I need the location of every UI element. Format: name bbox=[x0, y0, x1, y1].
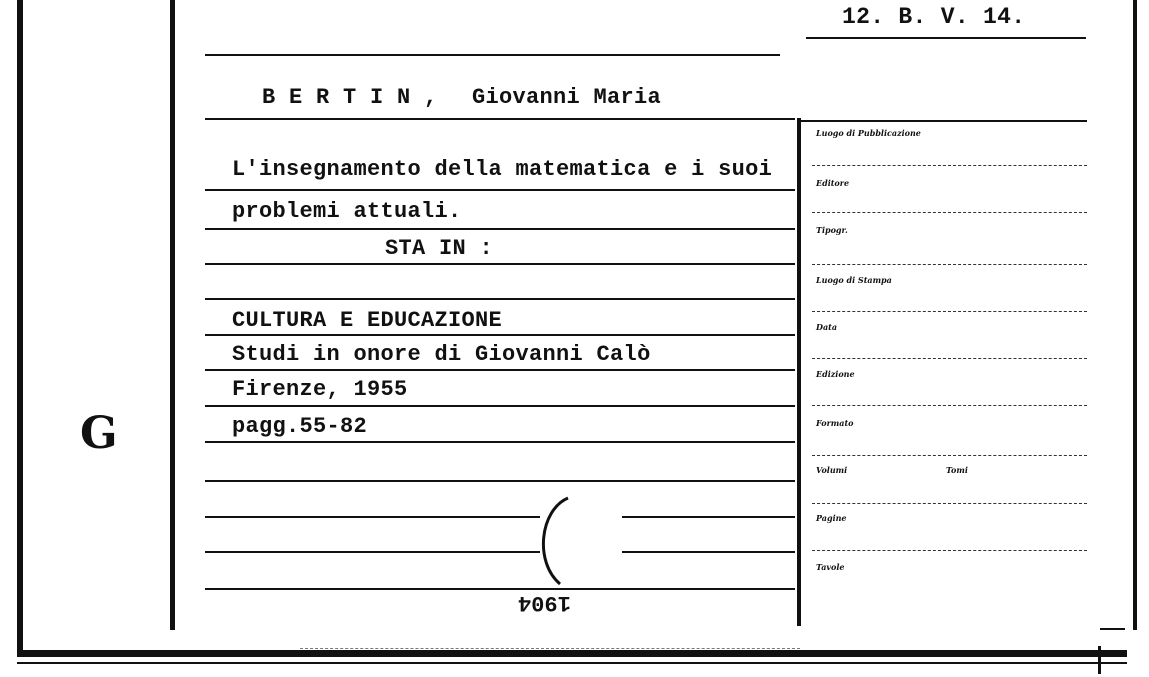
form-field-line bbox=[812, 212, 1087, 213]
ruled-line bbox=[205, 189, 795, 191]
source-pages: pagg.55-82 bbox=[232, 414, 368, 439]
form-field-pagine: Pagine bbox=[816, 513, 847, 523]
form-field-formato: Formato bbox=[816, 418, 854, 428]
source-place-year: Firenze, 1955 bbox=[232, 377, 408, 402]
form-field-line bbox=[812, 550, 1087, 551]
form-field-line bbox=[812, 405, 1087, 406]
ruled-line bbox=[205, 405, 795, 407]
ruled-line bbox=[205, 228, 795, 230]
form-field-line bbox=[812, 264, 1087, 265]
form-field-tipografia: Tipogr. bbox=[816, 225, 848, 235]
bottom-scan-edge bbox=[17, 650, 1127, 657]
ruled-line bbox=[205, 298, 795, 300]
form-field-line bbox=[812, 358, 1087, 359]
form-panel-border bbox=[797, 118, 801, 626]
source-subtitle: Studi in onore di Giovanni Calò bbox=[232, 342, 651, 367]
title-line-1: L'insegnamento della matematica e i suoi bbox=[232, 157, 773, 182]
shelfmark-underline bbox=[806, 37, 1086, 39]
form-field-line bbox=[812, 311, 1087, 312]
sta-in-label: STA IN : bbox=[385, 236, 494, 261]
ruled-line bbox=[205, 551, 540, 553]
scan-artifact-line bbox=[300, 648, 800, 649]
ruled-line bbox=[205, 118, 795, 120]
left-scan-edge bbox=[17, 0, 23, 650]
ruled-line bbox=[205, 480, 795, 482]
ruled-line bbox=[205, 516, 540, 518]
punch-hole-mark bbox=[530, 492, 610, 592]
ruled-line bbox=[205, 334, 795, 336]
author-given-name: Giovanni Maria bbox=[472, 85, 662, 110]
scan-artifact-line bbox=[1100, 628, 1125, 630]
bottom-scan-edge-thin bbox=[17, 662, 1127, 664]
form-field-tomi: Tomi bbox=[946, 465, 968, 475]
ruled-line bbox=[205, 54, 780, 56]
form-field-tavole: Tavole bbox=[816, 562, 845, 572]
form-field-line bbox=[812, 165, 1087, 166]
index-letter: G bbox=[80, 408, 118, 459]
form-field-volumi: Volumi bbox=[816, 465, 848, 475]
author-surname: B E R T I N , bbox=[262, 85, 438, 110]
ruled-line bbox=[205, 263, 795, 265]
shelfmark: 12. B. V. 14. bbox=[842, 4, 1026, 30]
ruled-line bbox=[205, 369, 795, 371]
form-field-line bbox=[812, 503, 1087, 504]
form-field-data: Data bbox=[816, 322, 837, 332]
form-field-edizione: Edizione bbox=[816, 369, 855, 379]
form-field-line bbox=[812, 455, 1087, 456]
source-collection: CULTURA E EDUCAZIONE bbox=[232, 308, 503, 333]
ruled-line bbox=[205, 588, 795, 590]
stamp-number: 1904 bbox=[518, 590, 571, 615]
bottom-right-tick bbox=[1098, 646, 1101, 674]
card-left-border bbox=[170, 0, 175, 630]
form-panel-top bbox=[797, 120, 1087, 122]
ruled-line bbox=[622, 551, 795, 553]
title-line-2: problemi attuali. bbox=[232, 199, 462, 224]
form-field-editore: Editore bbox=[816, 178, 850, 188]
ruled-line bbox=[205, 441, 795, 443]
ruled-line bbox=[622, 516, 795, 518]
form-field-luogo-pubblicazione: Luogo di Pubblicazione bbox=[816, 128, 921, 138]
form-field-luogo-stampa: Luogo di Stampa bbox=[816, 275, 892, 285]
right-scan-edge bbox=[1133, 0, 1137, 630]
